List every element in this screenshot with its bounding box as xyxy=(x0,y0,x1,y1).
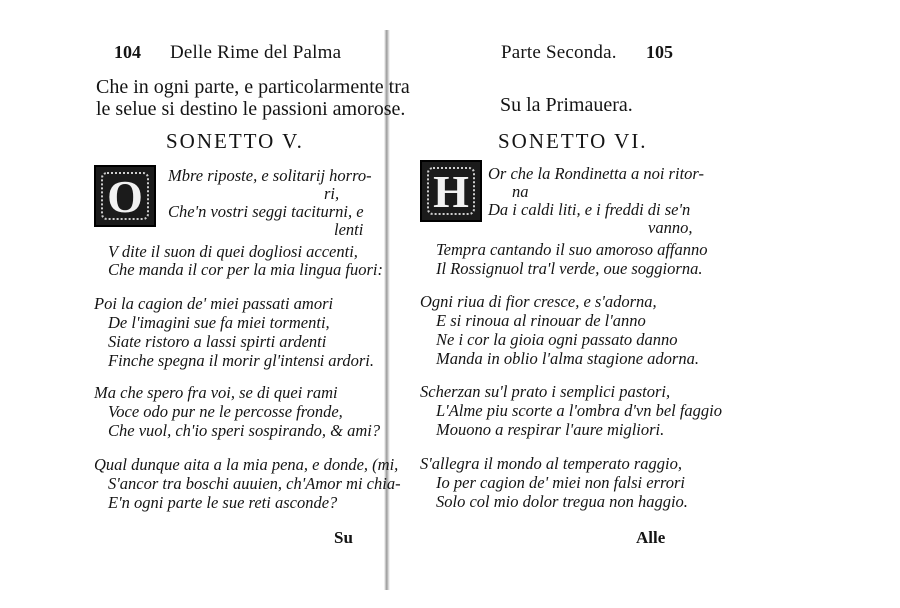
verse-line: vanno, xyxy=(648,218,693,237)
verse-line: Scherzan su'l prato i semplici pastori, xyxy=(420,382,671,401)
verse-line: Solo col mio dolor tregua non haggio. xyxy=(436,492,688,511)
verse-line: ri, xyxy=(324,184,340,203)
initial-letter: H xyxy=(433,165,469,217)
verse-line: Ogni riua di fior cresce, e s'adorna, xyxy=(420,292,657,311)
verse-line: Che manda il cor per la mia lingua fuori: xyxy=(108,260,383,279)
verse-line: L'Alme piu scorte a l'ombra d'vn bel faggio xyxy=(436,401,723,420)
sonnet-title-right: SONETTO VI. xyxy=(498,129,648,153)
decorated-initial-right xyxy=(420,160,482,222)
verse-line: E si rinoua al rinouar de l'anno xyxy=(436,311,646,330)
verse-line: Da i caldi liti, e i freddi di se'n xyxy=(488,200,691,219)
sonnet-title-left: SONETTO V. xyxy=(166,129,304,153)
verse-line: Ma che spero fra voi, se di quei rami xyxy=(94,383,338,402)
verse-line: na xyxy=(512,182,529,201)
verse-line: De l'imagini sue fa miei tormenti, xyxy=(108,313,330,332)
verse-line: Mbre riposte, e solitarij horro- xyxy=(168,166,372,185)
running-head-left: Delle Rime del Palma xyxy=(170,42,342,63)
verse-line: Siate ristoro a lassi spirti ardenti xyxy=(108,332,327,351)
catchword-right: Alle xyxy=(636,528,666,547)
page-number-left: 104 xyxy=(114,42,141,62)
page-number-right: 105 xyxy=(646,42,673,62)
intro-line: le selue si destino le passioni amorose. xyxy=(96,98,406,120)
verse-line: Voce odo pur ne le percosse fronde, xyxy=(108,402,343,421)
verse-line: E'n ogni parte le sue reti asconde? xyxy=(108,493,338,512)
verse-line: Mouono a respirar l'aure migliori. xyxy=(436,420,665,439)
verse-line: Che'n vostri seggi taciturni, e xyxy=(168,202,364,221)
catchword-left: Su xyxy=(334,528,353,547)
verse-line: Io per cagion de' miei non falsi errori xyxy=(436,473,686,492)
verse-line: Tempra cantando il suo amoroso affanno xyxy=(436,240,708,259)
verse-line: S'allegra il mondo al temperato raggio, xyxy=(420,454,683,473)
running-head-right: Parte Seconda. xyxy=(501,42,617,63)
right-page xyxy=(392,0,900,608)
verse-line: Ne i cor la gioia ogni passato danno xyxy=(436,330,678,349)
initial-letter: O xyxy=(107,170,143,222)
verse-line: V dite il suon di quei dogliosi accenti, xyxy=(108,242,358,261)
left-page xyxy=(0,0,410,608)
verse-line: Qual dunque aita a la mia pena, e donde, (mi, xyxy=(94,455,399,474)
intro-line: Che in ogni parte, e particolarmente tra xyxy=(96,76,410,98)
verse-line: Manda in oblio l'alma stagione adorna. xyxy=(436,349,699,368)
verse-line: Il Rossignuol tra'l verde, oue soggiorna. xyxy=(436,259,703,278)
verse-line: lenti xyxy=(334,220,364,239)
verse-line: Che vuol, ch'io speri sospirando, & ami? xyxy=(108,421,381,440)
verse-line: Or che la Rondinetta a noi ritor- xyxy=(488,164,704,183)
decorated-initial-left xyxy=(94,165,156,227)
verse-line: Poi la cagion de' miei passati amori xyxy=(94,294,334,313)
verse-line: S'ancor tra boschi auuien, ch'Amor mi chia- xyxy=(108,474,401,493)
verse-line: Finche spegna il morir gl'intensi ardori. xyxy=(108,351,374,370)
intro-line: Su la Primauera. xyxy=(500,94,633,116)
